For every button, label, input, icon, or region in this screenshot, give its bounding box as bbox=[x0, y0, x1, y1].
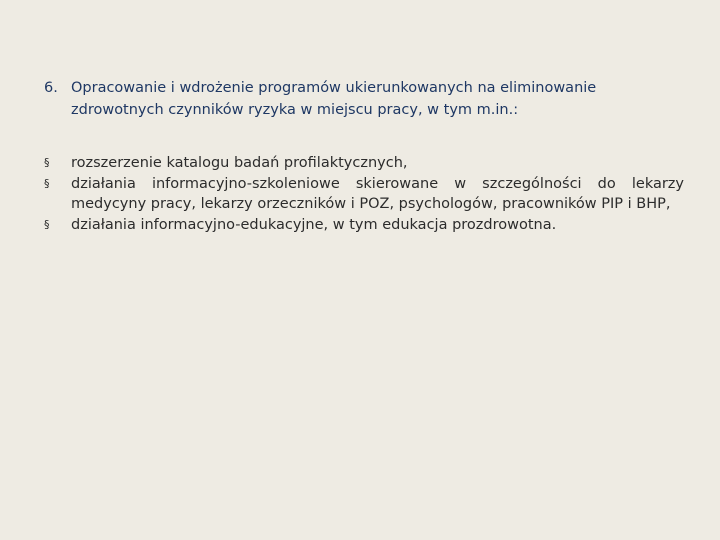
bullet-icon: § bbox=[44, 217, 50, 231]
bullet-icon: § bbox=[44, 176, 50, 190]
heading bbox=[44, 77, 684, 121]
bullet-icon: § bbox=[44, 156, 50, 169]
heading-number: 6. bbox=[44, 80, 58, 96]
bullet-list bbox=[44, 153, 684, 235]
list-item bbox=[44, 174, 684, 215]
heading-text: Opracowanie i wdrożenie programów ukierunkowanych na eliminowanie zdrowotnych czynników ryzyka w miejscu pracy, w tym m.in.: bbox=[71, 80, 597, 118]
list-item-text: działania informacyjno-edukacyjne, w tym edukacja prozdrowotna. bbox=[71, 216, 557, 233]
list-item-text: działania informacyjno-szkoleniowe skierowane w szczególności do lekarzy medycyny pracy, lekarzy orzeczników i POZ, psychologów, pracowników PIP i BHP, bbox=[71, 175, 684, 212]
list-item bbox=[44, 153, 684, 174]
list-item bbox=[44, 215, 684, 236]
list-item-text: rozszerzenie katalogu badań profilaktycznych, bbox=[71, 155, 408, 171]
